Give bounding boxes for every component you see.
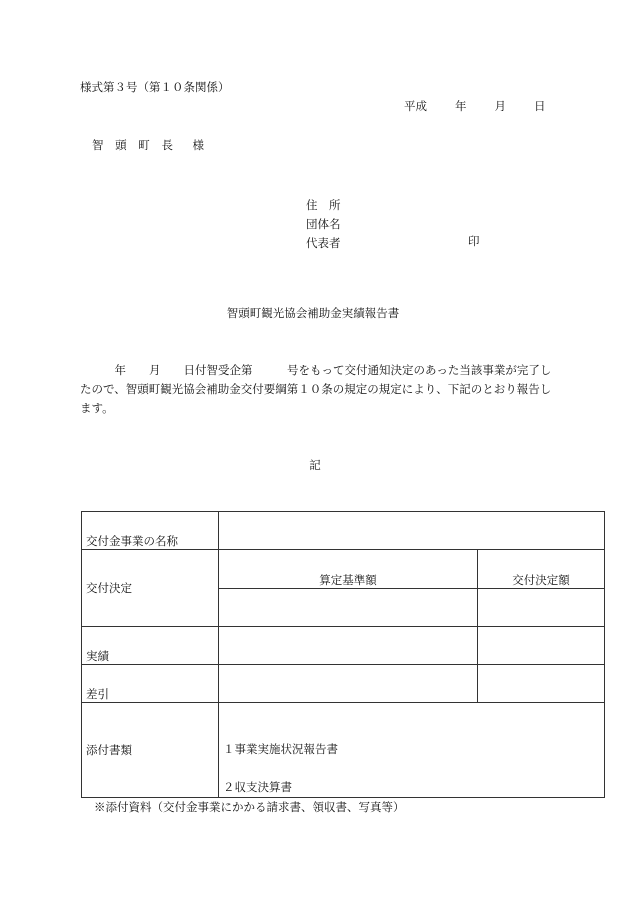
standard-amount-header: 算定基準額 — [219, 550, 478, 589]
attachment-item-2: ２収支決算書 — [223, 780, 292, 794]
attachment-item-1: １事業実施状況報告書 — [223, 742, 338, 756]
table-row — [82, 512, 605, 550]
decision-label: 交付決定 — [82, 550, 219, 627]
project-name-cell[interactable] — [219, 512, 605, 550]
representative-label: 代表者 — [306, 236, 341, 250]
sender-block — [306, 196, 480, 253]
date-era: 平成 — [404, 99, 427, 113]
attachment-note: ※添付資料（交付金事業にかかる請求書、領収書、写真等） — [94, 800, 405, 814]
group-label: 団体名 — [306, 217, 341, 231]
date-day: 日 — [534, 99, 546, 113]
attachments-label: 添付書類 — [82, 703, 219, 798]
actual-label: 実績 — [82, 627, 219, 665]
date-month: 月 — [494, 99, 506, 113]
date-year: 年 — [455, 99, 467, 113]
seal-mark: 印 — [468, 234, 480, 248]
report-table — [81, 511, 605, 798]
decision-amount-header: 交付決定額 — [478, 550, 605, 589]
body-paragraph: 年 月 日付智受企第 号をもって交付通知決定のあった当該事業が完了したので、智頭町観光協会補助金交付要綱第１０条の規定の規定により、下記のとおり報告します。 — [80, 363, 552, 415]
difference-standard-cell[interactable] — [219, 665, 478, 703]
address-label: 住 所 — [306, 198, 341, 212]
form-number: 様式第３号（第１０条関係） — [80, 80, 230, 94]
document-title: 智頭町観光協会補助金実績報告書 — [226, 306, 400, 320]
actual-amount-cell[interactable] — [478, 627, 605, 665]
ki-heading: 記 — [309, 458, 321, 472]
table-row — [82, 665, 605, 703]
date-line — [404, 99, 546, 113]
actual-standard-cell[interactable] — [219, 627, 478, 665]
attachments-cell — [219, 703, 605, 798]
table-row — [82, 627, 605, 665]
table-row — [82, 703, 605, 798]
difference-label: 差引 — [82, 665, 219, 703]
decision-standard-cell[interactable] — [219, 589, 478, 627]
project-name-label: 交付金事業の名称 — [82, 512, 219, 550]
addressee: 智 頭 町 長 様 — [92, 138, 208, 152]
difference-amount-cell[interactable] — [478, 665, 605, 703]
decision-amount-cell[interactable] — [478, 589, 605, 627]
table-row — [82, 550, 605, 589]
